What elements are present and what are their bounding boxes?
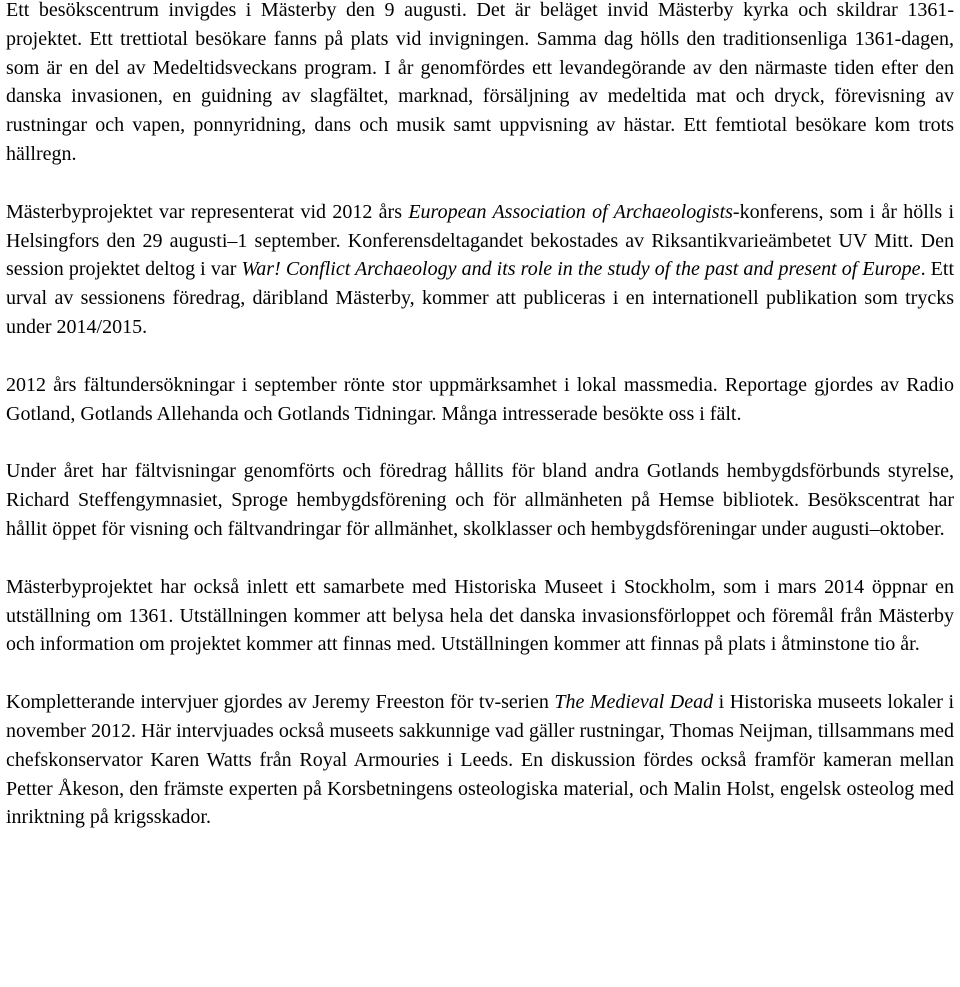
text-segment: . Ett urval av sessionens föredrag, däribland Mästerby, kommer att publiceras i en internationell publikation som trycks under 2014/2015.: [6, 258, 954, 338]
text-segment: i Historiska museets lokaler i november 2012. Här intervjuades också museets sakkunnige vad gäller rustningar, Thomas Neijman, tillsammans med chefskonservator Karen Watts från Royal Armouries i Leeds. En diskussion fördes också framför kameran mellan Petter Åkeson, den främste experten på Korsbetningens osteologiska material, och Malin Holst, engelsk osteolog med inriktning på krigsskador.: [6, 691, 954, 829]
paragraph-faltvisningar: [6, 457, 954, 543]
italic-title-session: War! Conflict Archaeology and its role in the study of the past and present of Europe: [241, 258, 921, 281]
paragraph-intervjuer: [6, 688, 954, 832]
text-segment: Mästerbyprojektet har också inlett ett samarbete med Historiska Museet i Stockholm, som i mars 2014 öppnar en utställning om 1361. Utställningen kommer att belysa hela det danska invasionsförloppet och föremål från Mästerby och information om projektet kommer att finnas med. Utställningen kommer att finnas på plats i åtminstone tio år.: [6, 575, 954, 656]
paragraph-historiska-museet: [6, 573, 954, 659]
text-segment: Kompletterande intervjuer gjordes av Jeremy Freeston för tv-serien: [6, 691, 555, 714]
text-segment: Mästerbyprojektet var representerat vid 2012 års: [6, 200, 409, 223]
text-segment: 2012 års fältundersökningar i september rönte stor uppmärksamhet i lokal massmedia. Reportage gjordes av Radio Gotland, Gotlands Allehanda och Gotlands Tidningar. Många intresserade besökte oss i fält.: [6, 373, 954, 425]
paragraph-faltundersokningar: [6, 371, 954, 429]
paragraph-eaa-konferens: [6, 198, 954, 342]
text-segment: -konferens, som i år hölls i Helsingfors den 29 augusti–1 september. Konferensdeltagandet bekostades av Riksantikvarieämbetet UV Mitt. Den session projektet deltog i var: [6, 200, 955, 281]
text-segment: Under året har fältvisningar genomförts och föredrag hållits för bland andra Gotlands hembygdsförbunds styrelse, Richard Steffengymnasiet, Sproge hembygdsförening och för allmänheten på Hemse bibliotek. Besökscentrat har hållit öppet för visning och fältvandringar för allmänhet, skolklasser och hembygdsföreningar under augusti–oktober.: [6, 460, 954, 540]
italic-title-medieval-dead: The Medieval Dead: [554, 691, 714, 714]
italic-title-eaa: European Association of Archaeologists: [408, 200, 733, 223]
paragraph-besokscentrum: [6, 0, 954, 169]
text-segment: Ett besökscentrum invigdes i Mästerby den 9 augusti. Det är beläget invid Mästerby kyrka och skildrar 1361-projektet. Ett trettiotal besökare fanns på plats vid invigningen. Samma dag hölls den traditionsenliga 1361-dagen, som är en del av Medeltidsveckans program. I år genomfördes ett levandegörande av den närmaste tiden efter den danska invasionen, en guidning av slagfältet, marknad, försäljning av medeltida mat och dryck, förevisning av rustningar och vapen, ponnyridning, dans och musik samt uppvisning av hästar. Ett femtiotal besökare kom trots hällregn.: [6, 0, 954, 165]
